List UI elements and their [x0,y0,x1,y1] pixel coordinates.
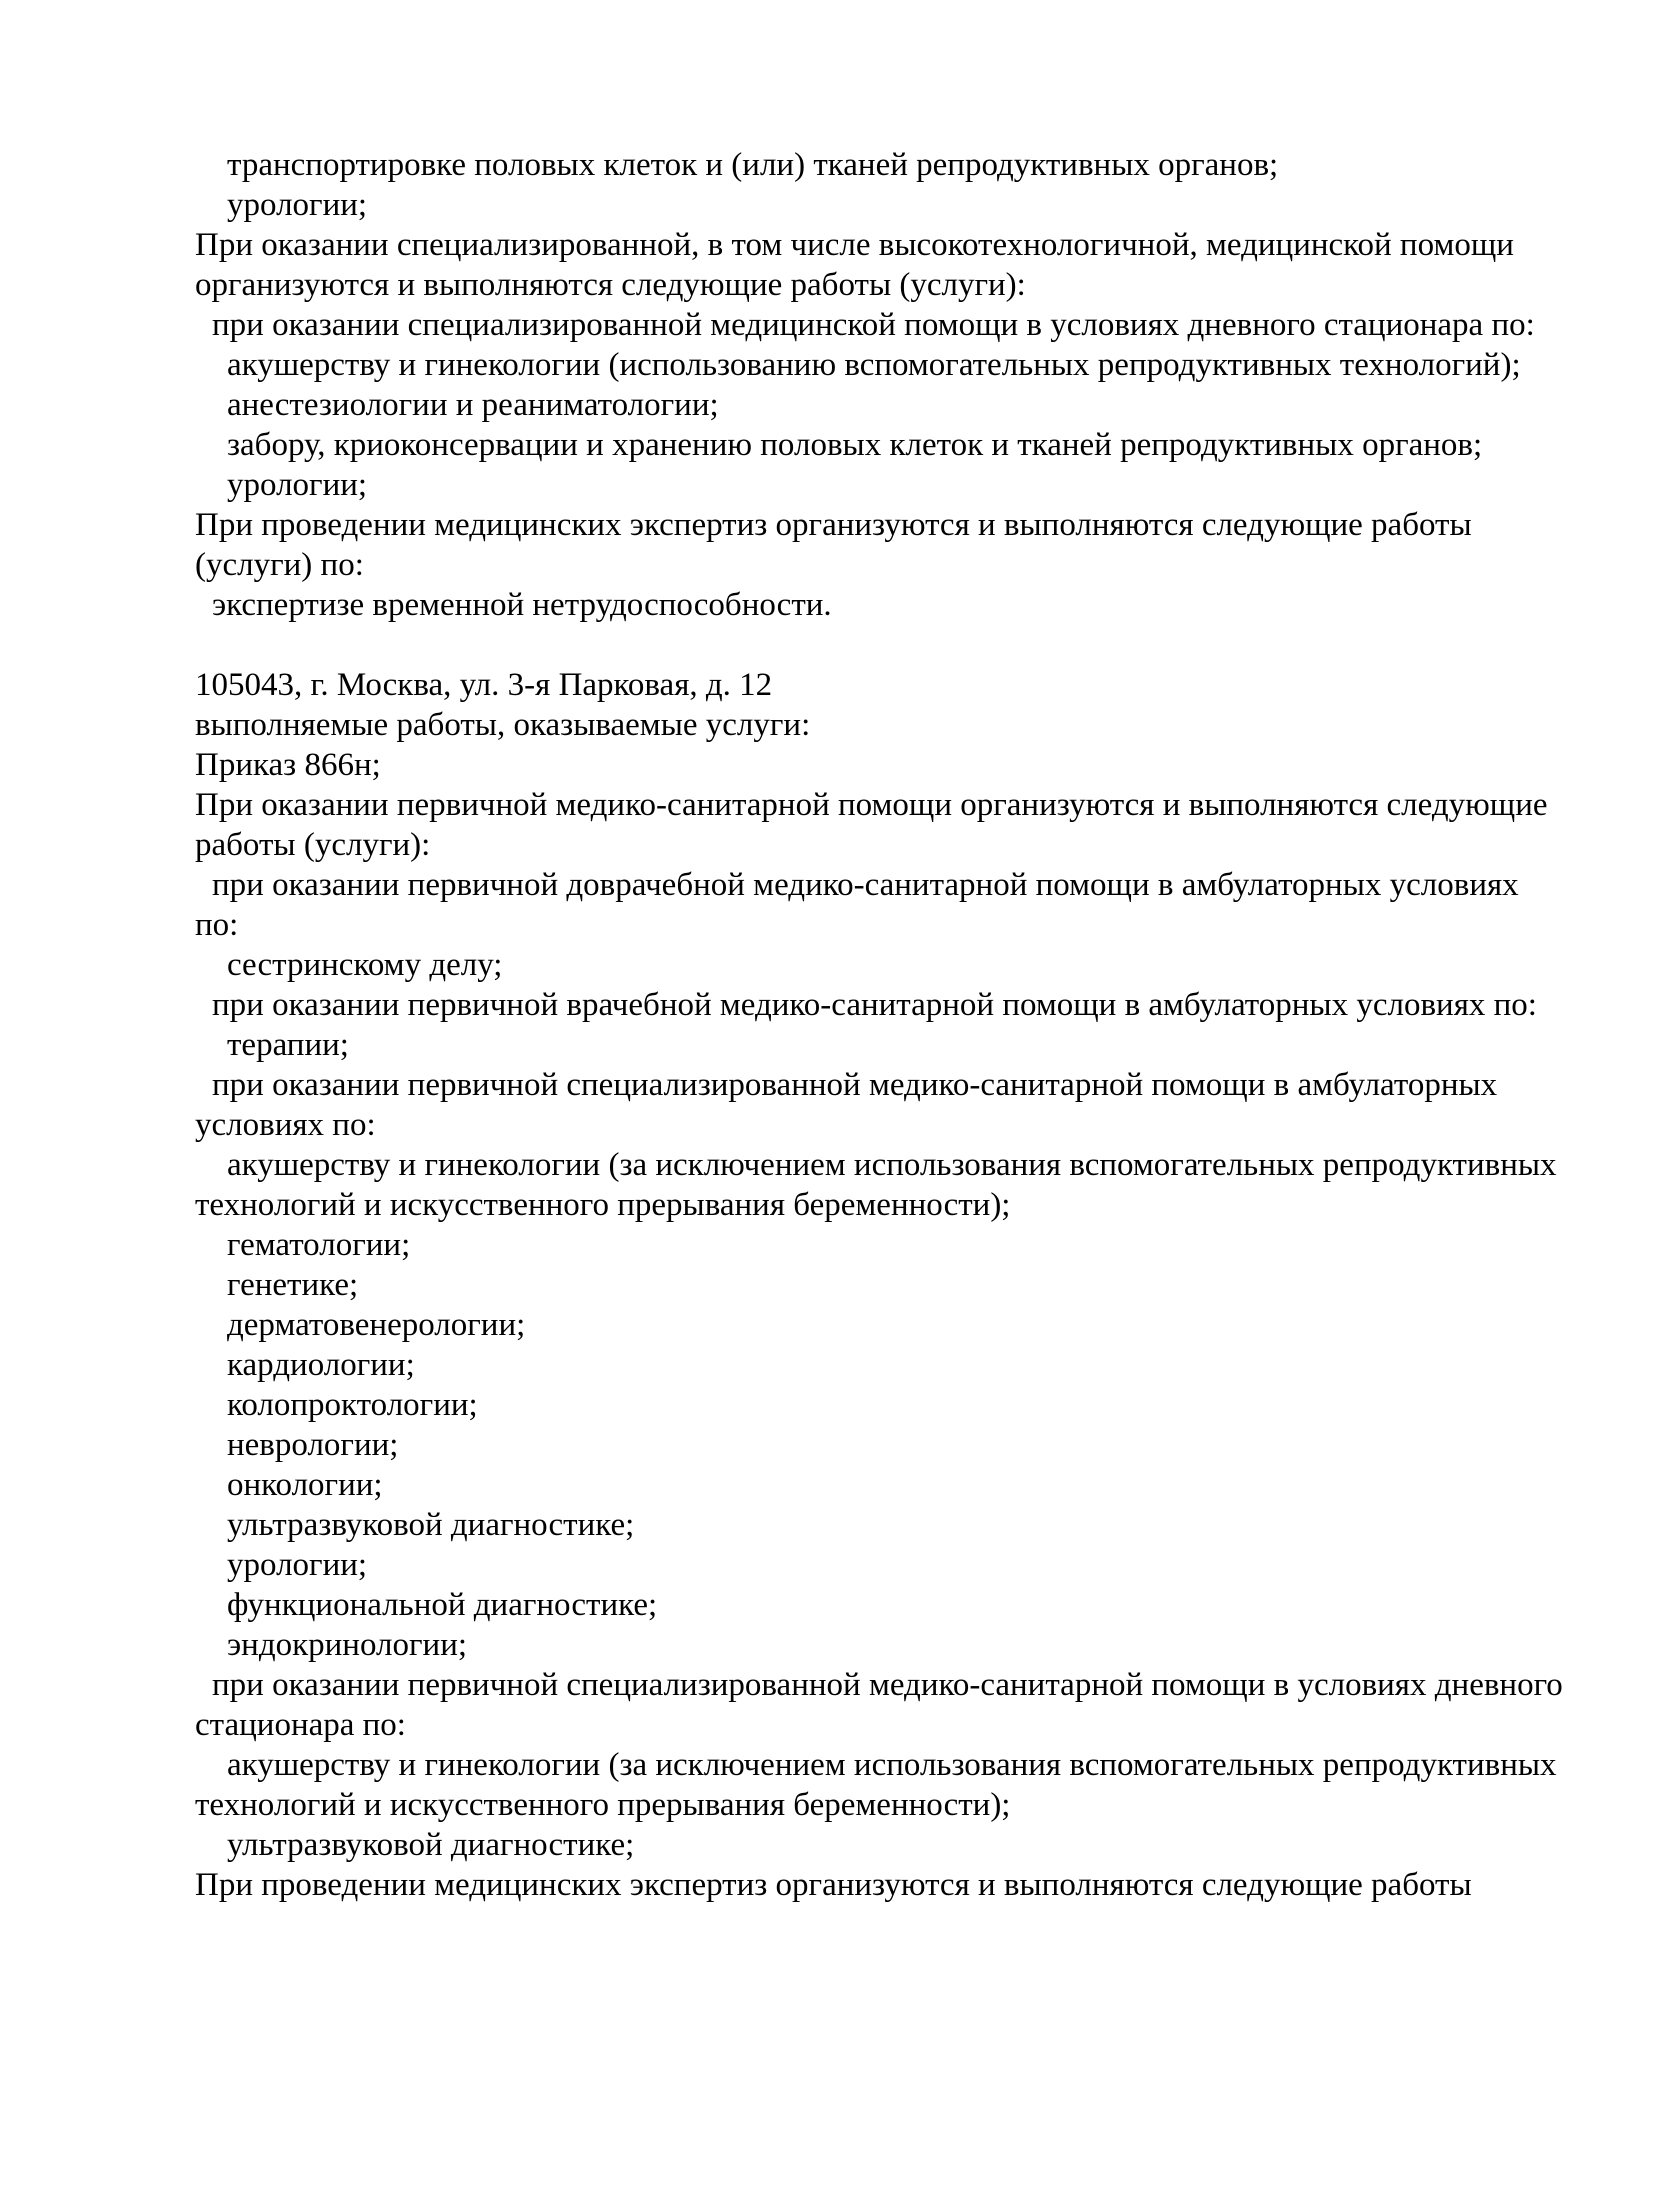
text-line: ультразвуковой диагностике; [227,1507,635,1543]
text-line: При проведении медицинских экспертиз организуются и выполняются следующие работы [195,1867,1472,1903]
text-line: онкологии; [227,1467,383,1503]
text-line: При проведении медицинских экспертиз организуются и выполняются следующие работы [195,507,1472,543]
text-line: анестезиологии и реаниматологии; [227,387,719,423]
text-line: генетике; [227,1267,359,1303]
text-line: забору, криоконсервации и хранению половых клеток и тканей репродуктивных органов; [227,427,1483,463]
blank-line [195,625,1513,665]
text-line: при оказании специализированной медицинской помощи в условиях дневного стационара по: [212,307,1535,343]
text-line: акушерству и гинекологии (использованию вспомогательных репродуктивных технологий); [227,347,1521,383]
text-line: терапии; [227,1027,349,1063]
text-line: дерматовенерологии; [227,1307,526,1343]
text-line: организуются и выполняются следующие работы (услуги): [195,267,1026,303]
text-line: акушерству и гинекологии (за исключением использования вспомогательных репродуктивных [227,1147,1557,1183]
text-line: выполняемые работы, оказываемые услуги: [195,707,811,743]
text-line: экспертизе временной нетрудоспособности. [212,587,832,623]
text-line: при оказании первичной врачебной медико-санитарной помощи в амбулаторных условиях по: [212,987,1537,1023]
text-line: стационара по: [195,1707,406,1743]
text-line: по: [195,907,239,943]
text-line: работы (услуги): [195,827,431,863]
text-line: при оказании первичной специализированной медико-санитарной помощи в условиях дневного [212,1667,1563,1703]
text-line: условиях по: [195,1107,376,1143]
text-line: при оказании первичной доврачебной медико-санитарной помощи в амбулаторных условиях [212,867,1519,903]
text-line: урологии; [227,1547,368,1583]
text-line: 105043, г. Москва, ул. 3-я Парковая, д. 12 [195,667,773,703]
text-line: колопроктологии; [227,1387,478,1423]
text-line: сестринскому делу; [227,947,503,983]
text-line: Приказ 866н; [195,747,381,783]
text-line: гематологии; [227,1227,411,1263]
text-line: урологии; [227,467,368,503]
text-line: При оказании специализированной, в том числе высокотехнологичной, медицинской помощи [195,227,1514,263]
text-line: акушерству и гинекологии (за исключением использования вспомогательных репродуктивных [227,1747,1557,1783]
text-line: эндокринологии; [227,1627,468,1663]
text-line: При оказании первичной медико-санитарной помощи организуются и выполняются следующие [195,787,1548,823]
text-line: ультразвуковой диагностике; [227,1827,635,1863]
text-line: (услуги) по: [195,547,364,583]
text-line: урологии; [227,187,368,223]
text-line: функциональной диагностике; [227,1587,658,1623]
text-line: при оказании первичной специализированной медико-санитарной помощи в амбулаторных [212,1067,1498,1103]
document-text [195,145,1563,1905]
text-line: технологий и искусственного прерывания беременности); [195,1787,1011,1823]
text-line: неврологии; [227,1427,399,1463]
text-line: технологий и искусственного прерывания беременности); [195,1187,1011,1223]
text-line: транспортировке половых клеток и (или) тканей репродуктивных органов; [227,147,1279,183]
text-line: кардиологии; [227,1347,415,1383]
